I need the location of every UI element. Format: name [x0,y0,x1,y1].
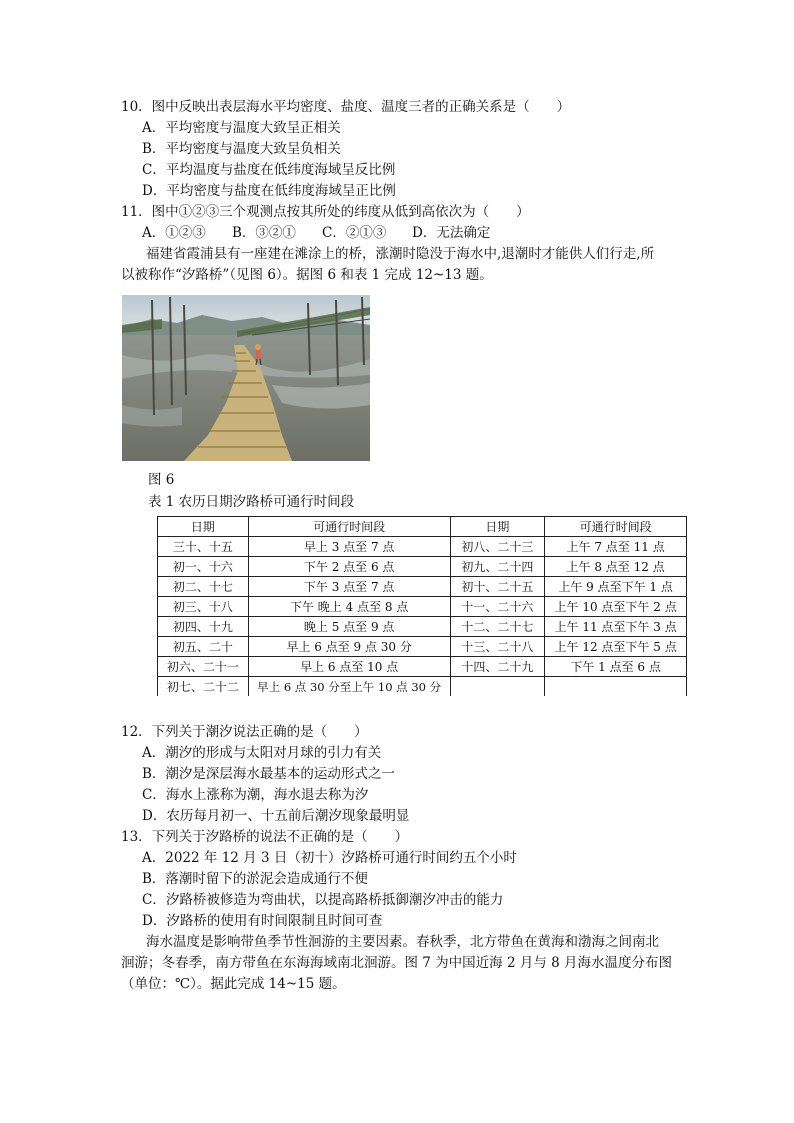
table-row [158,677,687,697]
intro2-line3: （单位：℃）。据此完成 14~15 题。 [121,976,346,992]
table-row [158,657,687,677]
table-cell: 十四、二十九 [450,657,545,677]
header-date: 日期 [158,517,249,537]
table-cell: 下午 3 点至 7 点 [248,577,450,597]
table-cell: 上午 8 点至 12 点 [545,557,687,577]
table-cell: 十三、二十八 [450,637,545,657]
table-row [158,617,687,637]
tidal-bridge-photo [122,295,370,461]
intro2-line1: 海水温度是影响带鱼季节性洄游的主要因素。春秋季，北方带鱼在黄海和渤海之间南北 [146,934,659,950]
table-cell: 早上 3 点至 7 点 [248,537,450,557]
table-cell: 初八、二十三 [450,537,545,557]
table-cell: 下午 1 点至 6 点 [545,657,687,677]
table-cell: 十一、二十六 [450,597,545,617]
table-cell: 初五、二十 [158,637,249,657]
q13-option-c: C．汐路桥被修造为弯曲状，以提高路桥抵御潮汐冲击的能力 [142,892,504,908]
table-cell: 初七、二十二 [158,677,249,697]
table-cell: 下午 晚上 4 点至 8 点 [248,597,450,617]
table-cell [450,677,545,697]
q10-option-d: D．平均密度与盐度在低纬度海域呈正比例 [142,183,396,199]
q10-option-a: A．平均密度与温度大致呈正相关 [142,120,341,136]
table-cell: 十二、二十七 [450,617,545,637]
table-row [158,577,687,597]
intro1-line1: 福建省霞浦县有一座建在滩涂上的桥，涨潮时隐没于海水中,退潮时才能供人们行走,所 [146,246,655,262]
tide-schedule-table [157,516,687,696]
table-cell: 三十、十五 [158,537,249,557]
table-cell: 初一、十六 [158,557,249,577]
table-cell: 早上 6 点 30 分至上午 10 点 30 分 [248,677,450,697]
q12-option-d: D．农历每月初一、十五前后潮汐现象最明显 [142,808,410,824]
q10-option-c: C．平均温度与盐度在低纬度海域呈反比例 [142,162,396,178]
table-cell: 初十、二十五 [450,577,545,597]
q12-option-c: C．海水上涨称为潮，海水退去称为汐 [142,787,369,803]
table-1-caption: 表 1 农历日期汐路桥可通行时间段 [148,494,355,510]
table-cell: 上午 9 点至下午 1 点 [545,577,687,597]
table-cell: 初九、二十四 [450,557,545,577]
q13-option-b: B．落潮时留下的淤泥会造成通行不便 [142,871,368,887]
q12-stem: 12．下列关于潮汐说法正确的是（ ） [121,724,368,740]
table-cell: 初二、十七 [158,577,249,597]
table-cell [545,677,687,697]
figure-6-caption: 图 6 [148,472,175,488]
table-row [158,597,687,617]
table-cell: 下午 2 点至 6 点 [248,557,450,577]
header-date: 日期 [450,517,545,537]
q12-option-a: A．潮汐的形成与太阳对月球的引力有关 [142,745,382,761]
header-passable-time: 可通行时间段 [545,517,687,537]
table-cell: 初六、二十一 [158,657,249,677]
q11-option-b: B．③②① [232,225,296,241]
table-header-row [158,517,687,537]
table-cell: 上午 11 点至下午 3 点 [545,617,687,637]
q11-option-d: D．无法确定 [412,225,491,241]
intro2-line2: 洄游；冬春季，南方带鱼在东海海域南北洄游。图 7 为中国近海 2 月与 8 月海水温度分布图 [121,955,673,971]
table-cell: 上午 10 点至下午 2 点 [545,597,687,617]
q11-option-c: C．②①③ [322,225,387,241]
q13-stem: 13．下列关于汐路桥的说法不正确的是（ ） [121,829,409,845]
table-row [158,557,687,577]
header-passable-time: 可通行时间段 [248,517,450,537]
table-cell: 初三、十八 [158,597,249,617]
q11-stem: 11．图中①②③三个观测点按其所处的纬度从低到高依次为（ ） [121,204,530,220]
table-cell: 上午 7 点至 11 点 [545,537,687,557]
table-cell: 早上 6 点至 9 点 30 分 [248,637,450,657]
table-row [158,637,687,657]
q11-option-a: A．①②③ [142,225,206,241]
q13-option-a: A．2022 年 12 月 3 日（初十）汐路桥可通行时间约五个小时 [142,850,517,866]
q12-option-b: B．潮汐是深层海水最基本的运动形式之一 [142,766,395,782]
q10-option-b: B．平均密度与温度大致呈负相关 [142,141,341,157]
q13-option-d: D．汐路桥的使用有时间限制且时间可查 [142,913,383,929]
table-cell: 晚上 5 点至 9 点 [248,617,450,637]
table-row [158,537,687,557]
q10-stem: 10．图中反映出表层海水平均密度、盐度、温度三者的正确关系是（ ） [121,99,571,115]
table-cell: 早上 6 点至 10 点 [248,657,450,677]
table-cell: 初四、十九 [158,617,249,637]
table-cell: 上午 12 点至下午 5 点 [545,637,687,657]
intro1-line2: 以被称作“汐路桥”（见图 6）。据图 6 和表 1 完成 12~13 题。 [121,267,493,283]
